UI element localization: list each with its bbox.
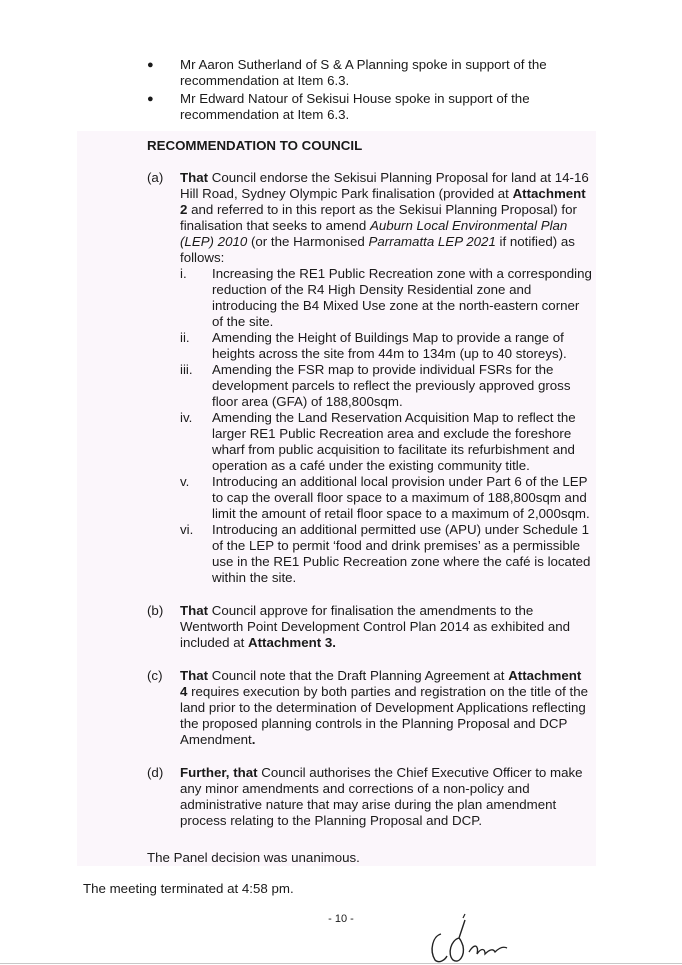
signature-icon bbox=[425, 912, 525, 964]
item-body bbox=[180, 170, 592, 586]
speaker-list bbox=[147, 57, 587, 125]
item-body: Further, that Council authorises the Chief Executive Officer to make any minor amendments and corrections of a non-policy and administrative nature that may arise during the plan amendment process relating to the Planning Proposal and DCP. bbox=[180, 765, 583, 828]
amendment-list bbox=[180, 266, 592, 586]
list-item: ii. Amending the Height of Buildings Map to provide a range of heights across the site from 44m to 134m (up to 40 storeys). bbox=[180, 330, 567, 361]
list-item: v. Introducing an additional local provision under Part 6 of the LEP to cap the overall floor space to a maximum of 188,800sqm and limit the amount of retail floor space to a maximum of 2,000sqm. bbox=[180, 474, 590, 521]
section-heading: RECOMMENDATION TO COUNCIL bbox=[147, 138, 363, 153]
recommendation-c bbox=[147, 668, 592, 748]
speaker-text: Mr Edward Natour of Sekisui House spoke in support of the recommendation at Item 6.3. bbox=[180, 91, 530, 122]
item-label: (b) bbox=[147, 603, 164, 618]
recommendation-b bbox=[147, 603, 592, 651]
recommendation-list bbox=[147, 170, 592, 846]
panel-decision: The Panel decision was unanimous. bbox=[147, 850, 360, 865]
list-item: iii. Amending the FSR map to provide individual FSRs for the development parcels to reflect the previously approved gross floor area (GFA) of 188,800sqm. bbox=[180, 362, 571, 409]
item-label: (a) bbox=[147, 170, 164, 185]
item-paragraph: That Council endorse the Sekisui Planning Proposal for land at 14-16 Hill Road, Sydney Olympic Park finalisation (provided at Attachment 2 and referred to in this report as the Sekisui Planning Proposal) for finalisation that seeks to amend Auburn Local Environmental Plan (LEP) 2010 (or the Harmonised Parramatta LEP 2021 if notified) as follows: bbox=[180, 170, 589, 265]
item-label: (c) bbox=[147, 668, 163, 683]
bullet-icon: ● bbox=[147, 59, 154, 71]
list-item: i. Increasing the RE1 Public Recreation zone with a corresponding reduction of the R4 High Density Residential zone and introducing the B4 Mixed Use zone at the north-eastern corner of the site. bbox=[180, 266, 592, 329]
item-label: (d) bbox=[147, 765, 164, 780]
list-item: vi. Introducing an additional permitted use (APU) under Schedule 1 of the LEP to permit ‘food and drink premises’ as a permissible use in the RE1 Public Recreation zone where the café is located within the site. bbox=[180, 522, 591, 585]
page-border bbox=[0, 963, 682, 964]
page-number: - 10 - bbox=[328, 913, 354, 925]
item-body: That Council approve for finalisation the amendments to the Wentworth Point Development Control Plan 2014 as exhibited and included at Attachment 3. bbox=[180, 603, 571, 650]
list-item: iv. Amending the Land Reservation Acquisition Map to reflect the larger RE1 Public Recreation area and exclude the foreshore wharf from public acquisition to facilitate its refurbishment and operation as a café under the existing community title. bbox=[180, 410, 576, 473]
meeting-termination: The meeting terminated at 4:58 pm. bbox=[83, 881, 294, 896]
list-item bbox=[147, 91, 587, 123]
bullet-icon: ● bbox=[147, 93, 154, 105]
speaker-text: Mr Aaron Sutherland of S & A Planning spoke in support of the recommendation at Item 6.3. bbox=[180, 57, 547, 88]
list-item bbox=[147, 57, 587, 89]
item-body: That Council note that the Draft Planning Agreement at Attachment 4 requires execution by both parties and registration on the title of the land prior to the determination of Development Applications reflecting the proposed planning controls in the Planning Proposal and DCP Amendment. bbox=[180, 668, 589, 747]
recommendation-d bbox=[147, 765, 592, 829]
recommendation-a bbox=[147, 170, 592, 586]
